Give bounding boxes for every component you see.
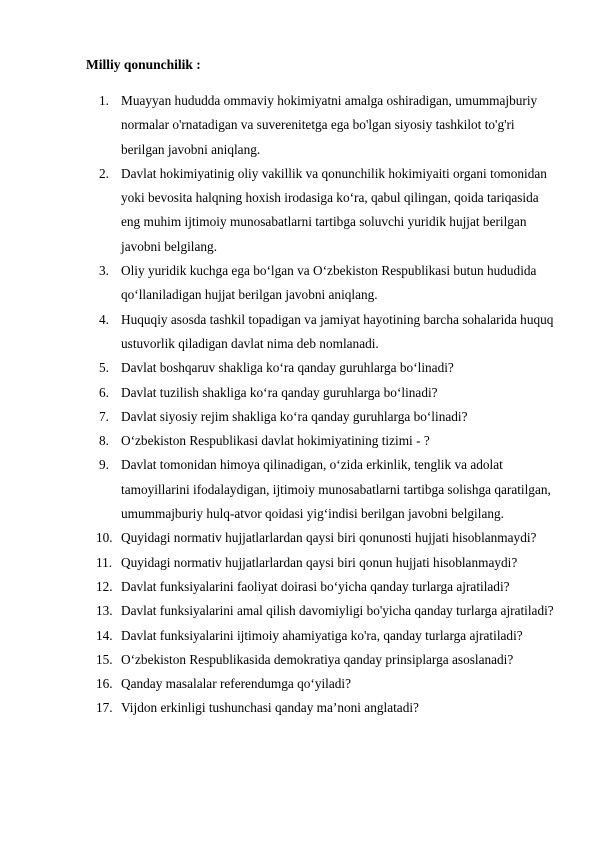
question-item: [0, 429, 596, 453]
section-heading: Milliy qonunchilik :: [86, 57, 201, 72]
question-number: 10.: [96, 530, 113, 546]
question-text: Vijdon erkinligi tushunchasi qanday ma’noni anglatadi?: [121, 700, 419, 716]
question-number: 3.: [99, 263, 109, 279]
question-text: Davlat boshqaruv shakliga ko‘ra qanday guruhlarga bo‘linadi?: [121, 360, 454, 376]
question-item: [0, 599, 596, 623]
question-item: [0, 648, 596, 672]
question-list: [0, 89, 596, 721]
question-number: 13.: [96, 603, 113, 619]
question-item: [0, 405, 596, 429]
question-item: [0, 356, 596, 380]
question-item: [0, 381, 596, 405]
question-text: Quyidagi normativ hujjatlarlardan qaysi biri qonunosti hujjati hisoblanmaydi?: [121, 530, 537, 546]
question-text: Davlat tomonidan himoya qilinadigan, o‘zida erkinlik, tenglik va adolat tamoyillarini ifodalaydigan, ijtimoiy munosabatlarni tartibga solishga qaratilgan, umummajburiy hulq-atvor qoidasi yig‘indisi berilgan javobni belgilang.: [121, 457, 551, 522]
question-text: Oliy yuridik kuchga ega bo‘lgan va O‘zbekiston Respublikasi butun hududida qo‘llaniladigan hujjat berilgan javobni aniqlang.: [121, 263, 537, 303]
question-item: [0, 308, 596, 357]
question-number: 6.: [99, 384, 109, 400]
question-number: 4.: [99, 311, 109, 327]
question-number: 15.: [96, 651, 113, 667]
question-number: 17.: [96, 700, 113, 716]
question-number: 8.: [99, 433, 109, 449]
question-item: [0, 575, 596, 599]
question-item: [0, 696, 596, 720]
question-item: [0, 453, 596, 526]
question-number: 11.: [96, 554, 113, 570]
question-item: [0, 551, 596, 575]
question-text: O‘zbekiston Respublikasida demokratiya qanday prinsiplarga asoslanadi?: [121, 651, 514, 667]
question-text: Quyidagi normativ hujjatlarlardan qaysi biri qonun hujjati hisoblanmaydi?: [121, 554, 518, 570]
question-item: [0, 259, 596, 308]
question-number: 5.: [99, 360, 109, 376]
question-text: Davlat tuzilish shakliga ko‘ra qanday guruhlarga bo‘linadi?: [121, 384, 438, 400]
question-item: [0, 162, 596, 259]
question-number: 16.: [96, 676, 113, 692]
question-text: Davlat hokimiyatinig oliy vakillik va qonunchilik hokimiyaiti organi tomonidan yoki bevosita halqning hoxish irodasiga ko‘ra, qabul qilingan, qoida tariqasida eng muhim ijtimoiy munosabatlarni tartibga soluvchi yuridik hujjat berilgan javobni belgilang.: [121, 165, 547, 254]
question-number: 2.: [99, 165, 109, 181]
question-item: [0, 526, 596, 550]
question-text: Davlat siyosiy rejim shakliga ko‘ra qanday guruhlarga bo‘linadi?: [121, 408, 468, 424]
question-item: [0, 672, 596, 696]
question-number: 9.: [99, 457, 109, 473]
question-number: 14.: [96, 627, 113, 643]
question-text: Muayyan hududda ommaviy hokimiyatni amalga oshiradigan, umummajburiy normalar o'rnatadigan va suverenitetga ega bo'lgan siyosiy tashkilot to'g'ri berilgan javobni aniqlang.: [121, 93, 538, 157]
question-text: O‘zbekiston Respublikasi davlat hokimiyatining tizimi - ?: [121, 433, 430, 449]
question-number: 12.: [96, 578, 113, 594]
question-text: Qanday masalalar referendumga qo‘yiladi?: [121, 676, 352, 692]
question-number: 1.: [99, 93, 109, 108]
question-text: Davlat funksiyalarini ijtimoiy ahamiyatiga ko'ra, qanday turlarga ajratiladi?: [121, 627, 523, 643]
question-item: [0, 624, 596, 648]
question-item: [0, 89, 596, 162]
question-number: 7.: [99, 408, 109, 424]
question-text: Davlat funksiyalarini faoliyat doirasi bo‘yicha qanday turlarga ajratiladi?: [121, 578, 510, 594]
question-text: Davlat funksiyalarini amal qilish davomiyligi bo'yicha qanday turlarga ajratiladi?: [121, 603, 554, 619]
question-text: Huquqiy asosda tashkil topadigan va jamiyat hayotining barcha sohalarida huquq ustuvorlik qiladigan davlat nima deb nomlanadi.: [121, 311, 554, 351]
